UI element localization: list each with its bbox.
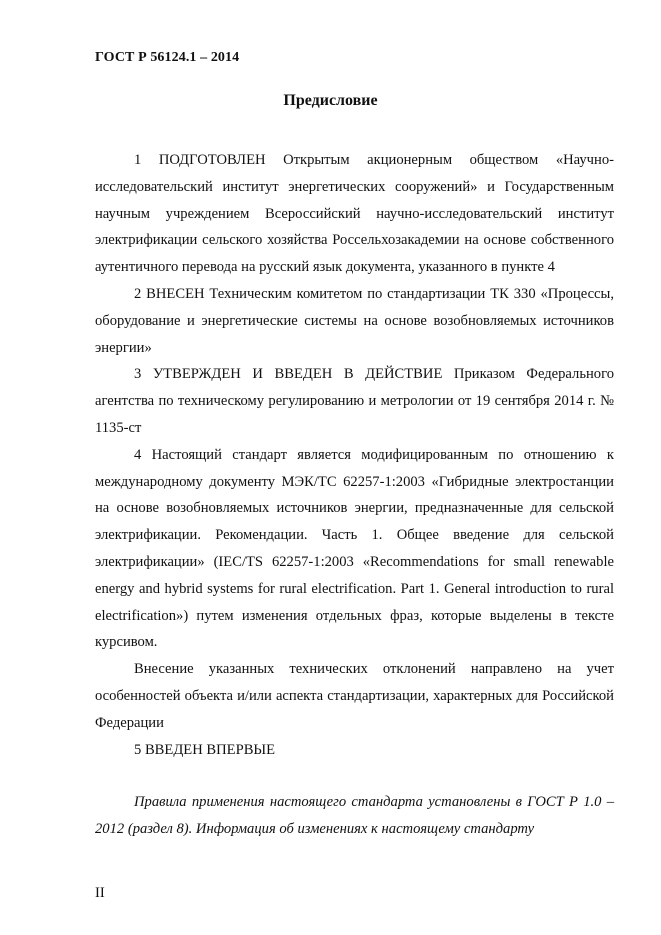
preface-paragraph-6: 5 ВВЕДЕН ВПЕРВЫЕ [134,741,276,758]
preface-paragraph-5: Внесение указанных технических отклонений направлено на учет особенностей объекта и/или аспекта стандартизации, характерных для Российской Федерации [95,661,614,731]
preface-paragraph-4: 4 Настоящий стандарт является модифицированным по отношению к международному документу МЭК/ТС 62257-1:2003 «Гибридные электростанции на основе возобновляемых источников энергии, предназначенные для сельской электрификации. Рекомендации. Часть 1. Общее введение для сельской электрификации» (IEC/TS 62257-1:2003 «Recommendations for small renewable energy and hybrid systems for rural electrification. Part 1. General introduction to rural electrification») путем изменения отдельных фраз, которые выделены в тексте курсивом. [95,446,614,651]
page-title: Предисловие [283,92,378,109]
preface-paragraph-2: 2 ВНЕСЕН Техническим комитетом по стандартизации ТК 330 «Процессы, оборудование и энергетические системы на основе возобновляемых источников энергии» [95,285,614,356]
preface-paragraph-3: 3 УТВЕРЖДЕН И ВВЕДЕН В ДЕЙСТВИЕ Приказом Федерального агентства по техническому регулированию и метрологии от 19 сентября 2014 г. № 1135-ст [95,366,614,436]
italic-standard-note: Правила применения настоящего стандарта установлены в ГОСТ Р 1.0 – 2012 (раздел 8). Информация об изменениях к настоящему стандарту [95,794,614,838]
document-header-code: ГОСТ Р 56124.1 – 2014 [95,50,240,65]
page-number: II [95,885,105,901]
preface-body [95,147,614,843]
preface-paragraph-1: 1 ПОДГОТОВЛЕН Открытым акционерным обществом «Научно-исследовательский институт энергетических сооружений» и Государственным научным учреждением Всероссийский научно-исследовательский институт электрификации сельского хозяйства Россельхозакадемии на основе собственного аутентичного перевода на русский язык документа, указанного в пункте 4 [95,152,614,276]
paragraph-gap [95,763,614,789]
